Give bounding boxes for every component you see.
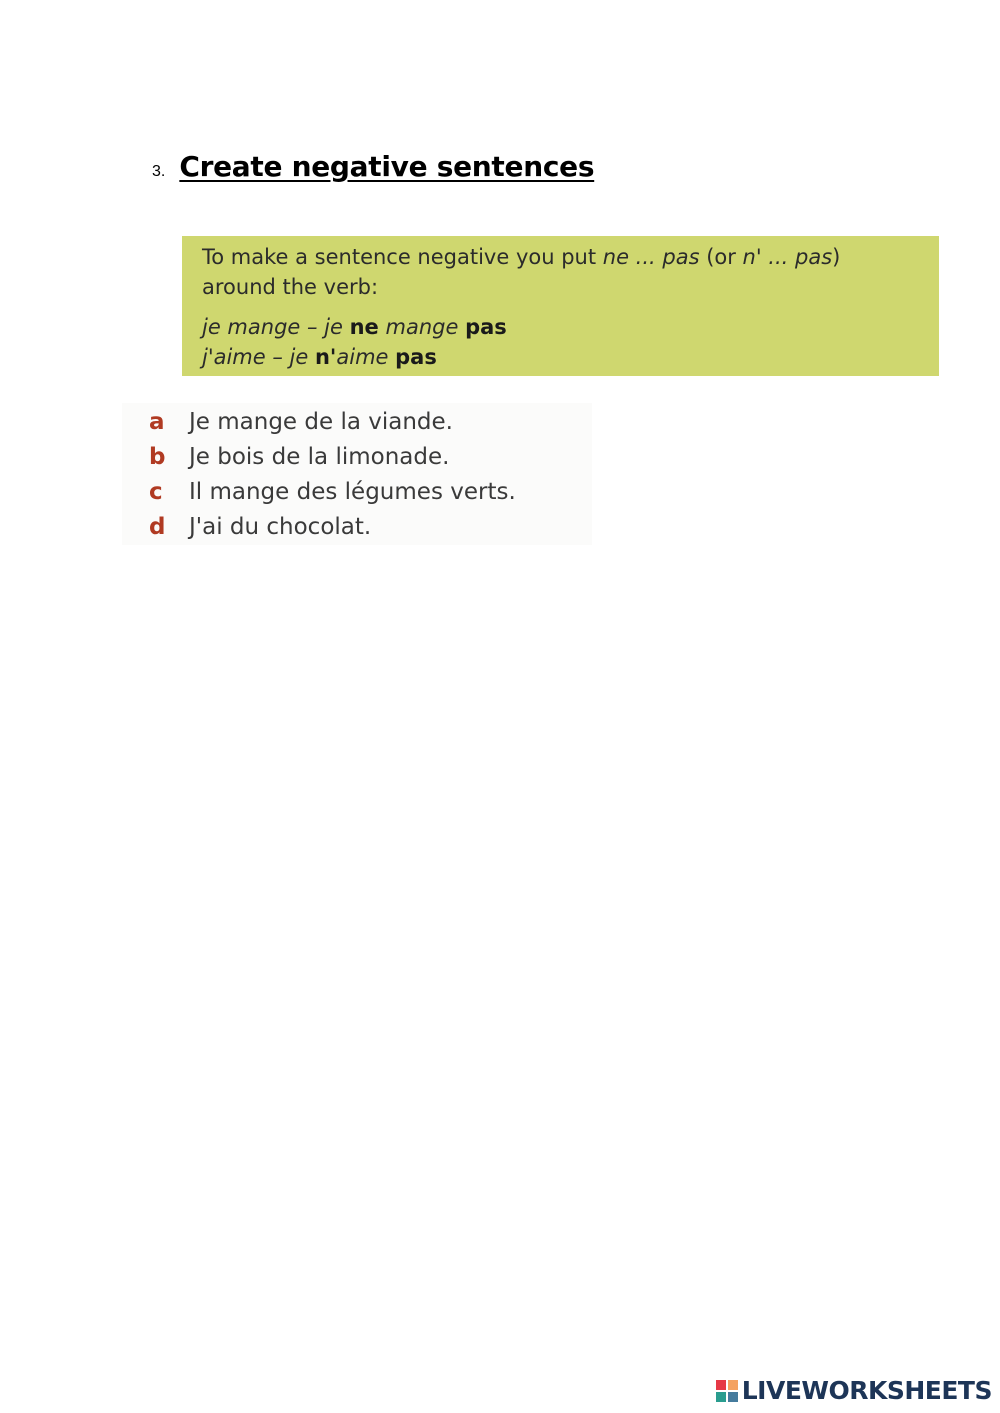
example-text: mange [378,315,466,339]
heading-title: Create negative sentences [179,150,595,183]
item-letter: a [149,409,165,435]
example-text: j'aime – je [202,345,315,369]
rule-text: ) [832,245,841,269]
rule-text: (or [699,245,743,269]
list-item [149,475,516,509]
liveworksheets-logo-icon [715,1379,739,1403]
rule-line-2: around the verb: [202,275,379,299]
list-item [149,510,371,544]
liveworksheets-logo[interactable] [715,1376,992,1405]
example-text: je mange – je [202,315,350,339]
rule-pattern-alt: n' ... pas [742,245,833,269]
example-negation: n' [314,345,337,369]
list-item [149,405,453,439]
rule-example-1 [202,312,939,342]
item-letter: c [149,479,163,505]
item-sentence: Il mange des légumes verts. [189,479,516,505]
grammar-rule-box [182,236,939,376]
example-negation: pas [465,315,507,339]
rule-text: To make a sentence negative you put [202,245,603,269]
list-item [149,440,449,474]
brand-name: LIVEWORKSHEETS [741,1376,992,1405]
rule-line-1 [202,242,939,272]
item-letter: d [149,514,166,540]
example-text: aime [336,345,396,369]
rule-example-2 [202,342,939,372]
example-negation: ne [349,315,379,339]
item-letter: b [149,444,166,470]
rule-pattern: ne ... pas [602,245,700,269]
example-negation: pas [395,345,437,369]
exercise-heading [152,150,594,183]
item-sentence: Je mange de la viande. [189,409,453,435]
item-sentence: Je bois de la limonade. [189,444,450,470]
item-sentence: J'ai du chocolat. [189,514,372,540]
exercise-list [122,403,592,545]
heading-number: 3. [152,163,166,180]
